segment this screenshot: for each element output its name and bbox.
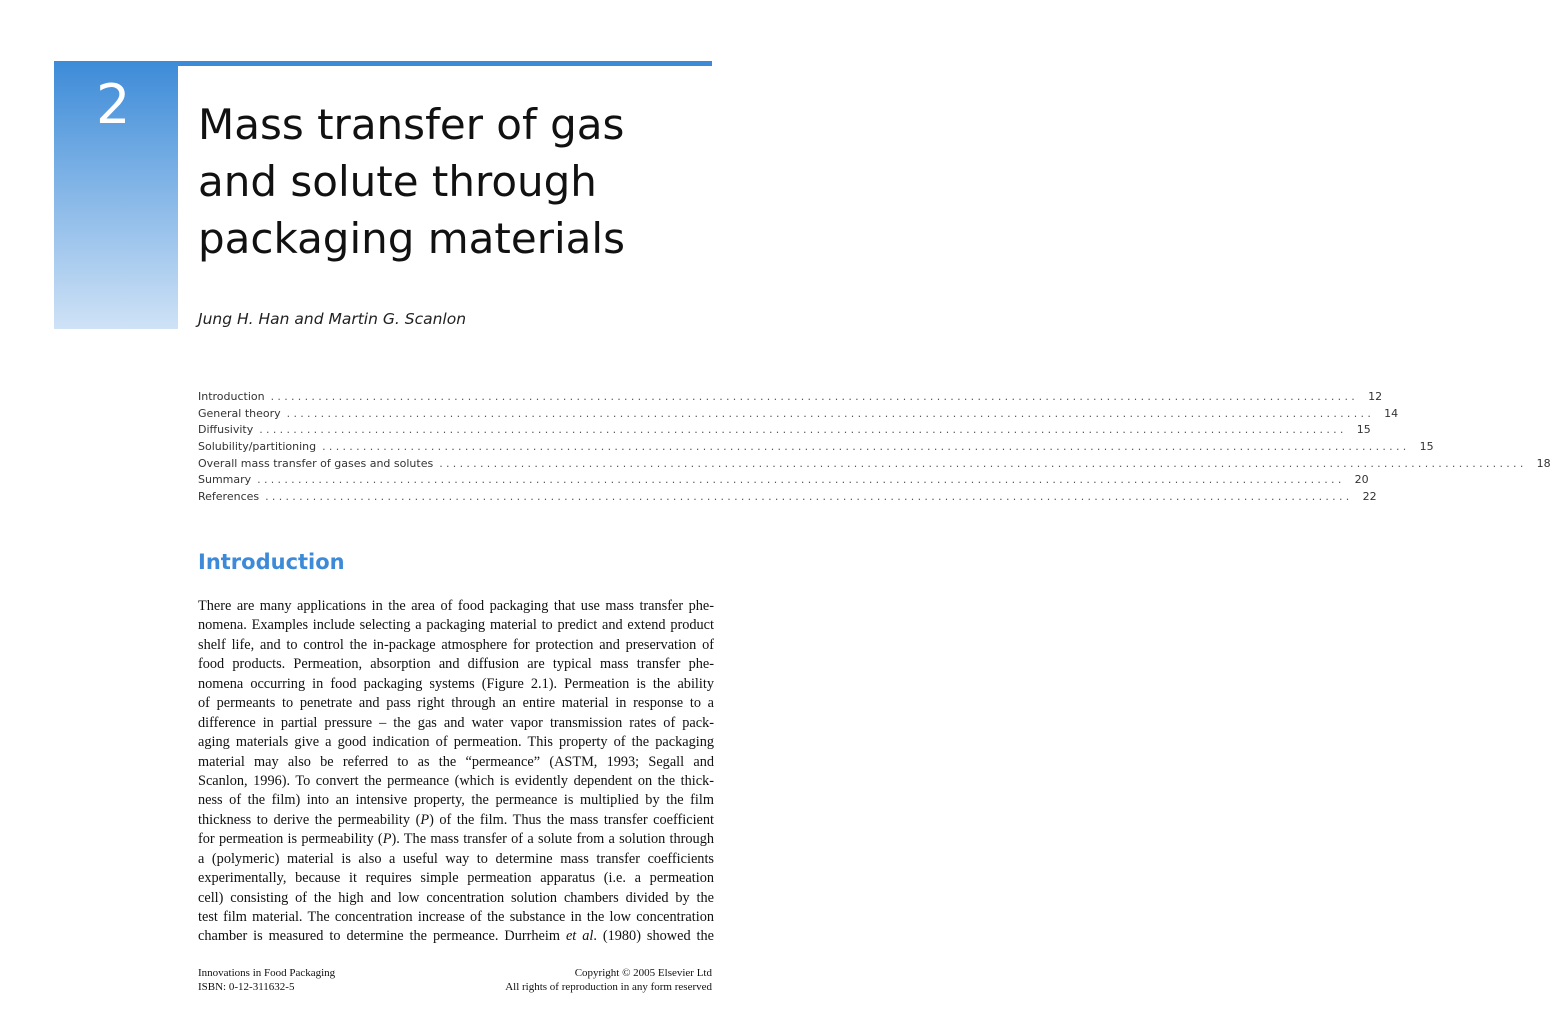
body-line: cell) consisting of the high and low concentration solution chambers divided by the	[198, 889, 714, 906]
toc-entry-page: 15	[1356, 423, 1371, 437]
table-of-contents	[198, 390, 1551, 507]
toc-entry[interactable]	[198, 406, 1399, 424]
top-rule	[178, 61, 712, 66]
toc-entry[interactable]	[198, 490, 1377, 507]
footer-rights-line: All rights of reproduction in any form reserved	[505, 981, 712, 993]
toc-entry[interactable]	[198, 423, 1371, 440]
toc-entry[interactable]	[198, 440, 1434, 457]
body-line: difference in partial pressure – the gas and water vapor transmission rates of pack-	[198, 714, 714, 731]
section-heading: Introduction	[198, 550, 345, 574]
body-line: a (polymeric) material is also a useful way to determine mass transfer coefficients	[198, 850, 714, 867]
footer-copyright	[505, 966, 712, 994]
toc-entry-page: 18	[1536, 456, 1551, 470]
body-line: Scanlon, 1996). To convert the permeance (which is evidently dependent on the thick-	[198, 772, 714, 789]
body-line: ness of the film) into an intensive property, the permeance is multiplied by the film	[198, 792, 714, 809]
footer-book-title: Innovations in Food Packaging	[198, 967, 336, 979]
toc-entry[interactable]	[198, 473, 1369, 490]
toc-leader-dots: ................................................................................................................................................................	[439, 456, 1527, 470]
chapter-title-line: Mass transfer of gas	[198, 100, 625, 149]
toc-entry-page: 14	[1384, 406, 1399, 420]
toc-entry-label: Diffusivity	[198, 423, 254, 437]
chapter-title	[198, 96, 718, 267]
toc-leader-dots: ................................................................................................................................................................	[322, 440, 1410, 454]
toc-entry-label: Introduction	[198, 390, 265, 403]
toc-entry-label: Summary	[198, 473, 252, 487]
toc-entry-page: 12	[1368, 390, 1383, 403]
body-line: aging materials give a good indication of permeation. This property of the packaging	[198, 734, 714, 751]
chapter-title-line: and solute through	[198, 157, 597, 206]
toc-entry-label: General theory	[198, 406, 281, 420]
body-line: chamber is measured to determine the permeance. Durrheim et al. (1980) showed the	[198, 928, 715, 945]
body-line: nomena. Examples include selecting a packaging material to predict and extend product	[198, 617, 714, 634]
toc-entry-label: Overall mass transfer of gases and solutes	[198, 456, 434, 470]
footer-book-info	[198, 966, 335, 994]
toc-entry-page: 20	[1354, 473, 1369, 487]
body-line: for permeation is permeability (P). The mass transfer of a solute from a solution through	[198, 831, 715, 848]
body-line: test film material. The concentration increase of the substance in the low concentration	[198, 909, 714, 925]
toc-entry[interactable]	[198, 390, 1383, 407]
toc-leader-dots: ................................................................................................................................................................	[286, 406, 1375, 420]
toc-entry[interactable]	[198, 456, 1551, 474]
body-line: food products. Permeation, absorption and diffusion are typical mass transfer phe-	[198, 656, 714, 673]
toc-entry-page: 15	[1419, 440, 1434, 454]
body-paragraph	[198, 597, 714, 947]
toc-entry-label: Solubility/partitioning	[198, 440, 317, 454]
chapter-authors: Jung H. Han and Martin G. Scanlon	[198, 310, 467, 328]
body-line: of permeants to penetrate and pass right through an entire material in response to a	[198, 695, 714, 712]
body-line: shelf life, and to control the in-package atmosphere for protection and preservation of	[198, 636, 714, 653]
body-line: There are many applications in the area of food packaging that use mass transfer phe-	[198, 598, 714, 614]
chapter-number: 2	[96, 73, 131, 136]
toc-leader-dots: ................................................................................................................................................................	[259, 423, 1347, 437]
toc-leader-dots: ................................................................................................................................................................	[270, 390, 1359, 403]
body-line: material may also be referred to as the “permeance” (ASTM, 1993; Segall and	[198, 753, 714, 770]
footer-copyright-line: Copyright © 2005 Elsevier Ltd	[574, 967, 712, 979]
toc-entry-label: References	[198, 490, 260, 504]
chapter-title-line: packaging materials	[198, 214, 625, 263]
body-line: nomena occurring in food packaging systems (Figure 2.1). Permeation is the ability	[198, 675, 714, 692]
toc-leader-dots: ................................................................................................................................................................	[265, 490, 1353, 504]
body-line: experimentally, because it requires simple permeation apparatus (i.e. a permeation	[198, 870, 714, 887]
body-line: thickness to derive the permeability (P) of the film. Thus the mass transfer coefficient	[198, 811, 715, 828]
toc-leader-dots: ................................................................................................................................................................	[257, 473, 1345, 487]
toc-entry-page: 22	[1362, 490, 1377, 504]
footer-isbn: ISBN: 0-12-311632-5	[198, 981, 295, 993]
